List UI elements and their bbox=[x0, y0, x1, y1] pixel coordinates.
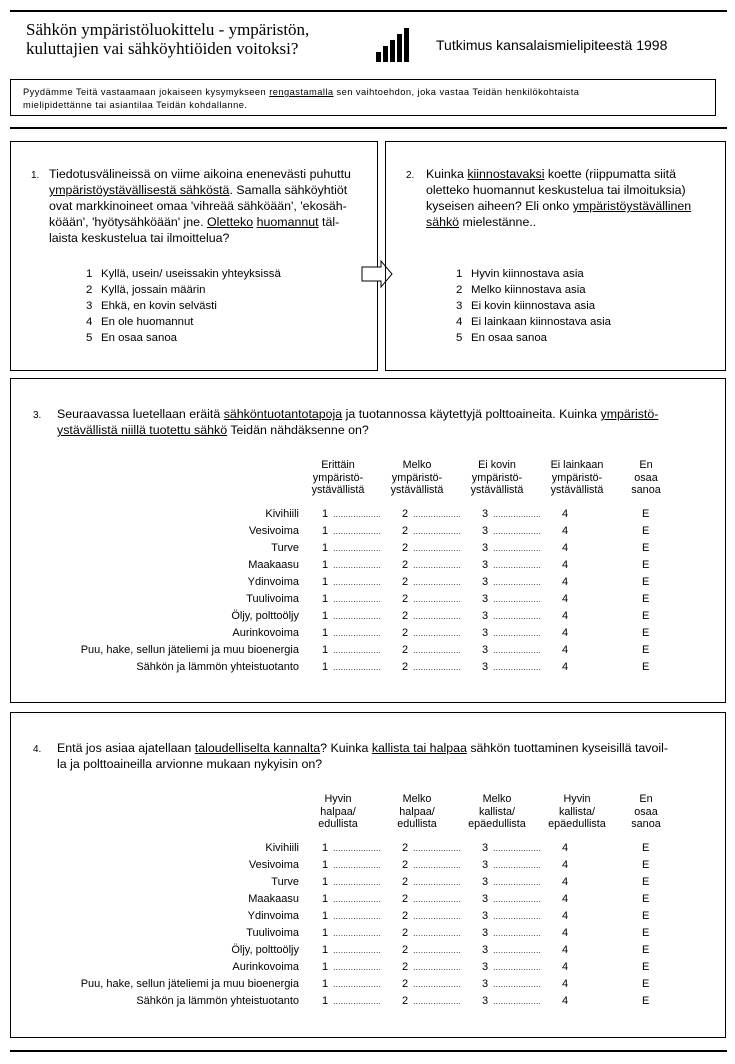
dot-leader: ................... bbox=[413, 946, 462, 955]
rating-option-dont-know[interactable]: E bbox=[642, 576, 650, 588]
question-number: 1. bbox=[31, 170, 40, 181]
dot-leader: ................... bbox=[493, 963, 542, 972]
rating-option[interactable]: 2 ................... bbox=[402, 842, 462, 854]
section-rule bbox=[10, 127, 727, 129]
instructions: Pyydämme Teitä vastaamaan jokaiseen kysymykseen rengastamalla sen vaihtoehdon, joka vastaa Teidän henkilökohtaista mielipidettänne tai asiantilaa Teidän kohdallanne. bbox=[10, 79, 716, 116]
rating-option[interactable]: 4 bbox=[562, 876, 569, 888]
dot-leader: ................... bbox=[493, 510, 542, 519]
question-3-box bbox=[10, 378, 726, 703]
question-2-text: Kuinka kiinnostavaksi koette (riippumatta siitä oletteko huomannut keskustelua tai ilmoituksia) kyseisen aiheen? Eli onko ympäristöystävällinen sähkö mielestänne.. bbox=[426, 167, 692, 229]
rating-option[interactable]: 2 ................... bbox=[402, 876, 462, 888]
rating-option[interactable]: 2 ................... bbox=[402, 644, 462, 656]
rating-option[interactable]: 1 ................... bbox=[322, 842, 382, 854]
rating-option[interactable]: 1 ................... bbox=[322, 944, 382, 956]
rating-option-dont-know[interactable]: E bbox=[642, 842, 650, 854]
energy-source-label: Öljy, polttoöljy bbox=[231, 944, 299, 956]
rating-option[interactable]: 2 ................... bbox=[402, 995, 462, 1007]
rating-option[interactable]: 3 ................... bbox=[482, 525, 542, 537]
rating-option[interactable]: 2 ................... bbox=[402, 525, 462, 537]
question-2-box bbox=[385, 141, 726, 371]
dot-leader: ................... bbox=[493, 561, 542, 570]
rating-option[interactable]: 3 ................... bbox=[482, 593, 542, 605]
dot-leader: ................... bbox=[493, 997, 542, 1006]
rating-option-dont-know[interactable]: E bbox=[642, 859, 650, 871]
energy-source-label: Kivihiili bbox=[265, 508, 299, 520]
rating-option[interactable]: 2 ................... bbox=[402, 893, 462, 905]
energy-source-label: Tuulivoima bbox=[246, 927, 299, 939]
rating-option[interactable]: 1 ................... bbox=[322, 661, 382, 673]
column-header: Melko ympäristö- ystävällistä bbox=[390, 459, 444, 496]
bottom-rule bbox=[10, 1050, 727, 1052]
rating-option[interactable]: 1 ................... bbox=[322, 927, 382, 939]
question-number: 4. bbox=[33, 744, 42, 755]
rating-option-dont-know[interactable]: E bbox=[642, 542, 650, 554]
dot-leader: ................... bbox=[493, 929, 542, 938]
rating-option-dont-know[interactable]: E bbox=[642, 961, 650, 973]
column-header: Melko halpaa/ edullista bbox=[397, 793, 437, 830]
rating-option[interactable]: 4 bbox=[562, 542, 569, 554]
dot-leader: ................... bbox=[333, 629, 382, 638]
question-2-options bbox=[456, 266, 611, 346]
dot-leader: ................... bbox=[413, 878, 462, 887]
rating-option[interactable]: 3 ................... bbox=[482, 542, 542, 554]
rating-option[interactable]: 3 ................... bbox=[482, 559, 542, 571]
dot-leader: ................... bbox=[413, 612, 462, 621]
rating-option[interactable]: 4 bbox=[562, 859, 569, 871]
dot-leader: ................... bbox=[493, 578, 542, 587]
question-number: 2. bbox=[406, 170, 415, 181]
dot-leader: ................... bbox=[333, 663, 382, 672]
question-1-text: Tiedotusvälineissä on viime aikoina enenevästi puhuttu ympäristöystävällisestä sähköstä. Samalla sähköyhtiöt ovat markkinoineet omaa 'vihreää sähköään', 'ekosäh- köään', 'hyötysähköään' jne. Oletteko huomannut täl- laista keskustelua tai ilmoittelua? bbox=[49, 167, 351, 245]
question-1-box bbox=[10, 141, 378, 371]
energy-source-label: Sähkön ja lämmön yhteistuotanto bbox=[136, 995, 299, 1007]
energy-source-label: Öljy, polttoöljy bbox=[231, 610, 299, 622]
rating-option[interactable]: 3 ................... bbox=[482, 944, 542, 956]
dot-leader: ................... bbox=[333, 929, 382, 938]
rating-option[interactable]: 1 ................... bbox=[322, 576, 382, 588]
dot-leader: ................... bbox=[413, 646, 462, 655]
energy-source-label: Turve bbox=[271, 876, 299, 888]
rating-option-dont-know[interactable]: E bbox=[642, 661, 650, 673]
rating-option[interactable]: 3 ................... bbox=[482, 978, 542, 990]
rating-option[interactable]: 2 ................... bbox=[402, 661, 462, 673]
rating-option-dont-know[interactable]: E bbox=[642, 995, 650, 1007]
rating-option-dont-know[interactable]: E bbox=[642, 627, 650, 639]
rating-option[interactable]: 3 ................... bbox=[482, 627, 542, 639]
dot-leader: ................... bbox=[413, 629, 462, 638]
dot-leader: ................... bbox=[333, 895, 382, 904]
dot-leader: ................... bbox=[413, 912, 462, 921]
rating-option[interactable]: 3 ................... bbox=[482, 644, 542, 656]
rating-option-dont-know[interactable]: E bbox=[642, 927, 650, 939]
rating-option[interactable]: 1 ................... bbox=[322, 859, 382, 871]
dot-leader: ................... bbox=[333, 912, 382, 921]
rating-option[interactable]: 2 ................... bbox=[402, 593, 462, 605]
dot-leader: ................... bbox=[493, 861, 542, 870]
rating-option-dont-know[interactable]: E bbox=[642, 893, 650, 905]
answer-option[interactable]: 3 Ehkä, en kovin selvästi bbox=[86, 300, 217, 312]
dot-leader: ................... bbox=[333, 510, 382, 519]
rating-option-dont-know[interactable]: E bbox=[642, 876, 650, 888]
answer-option[interactable]: 5 En osaa sanoa bbox=[86, 332, 177, 344]
rating-option[interactable]: 4 bbox=[562, 910, 569, 922]
dot-leader: ................... bbox=[413, 663, 462, 672]
dot-leader: ................... bbox=[493, 629, 542, 638]
survey-subtitle: Tutkimus kansalaismielipiteestä 1998 bbox=[436, 37, 668, 53]
rating-option[interactable]: 3 ................... bbox=[482, 876, 542, 888]
dot-leader: ................... bbox=[493, 980, 542, 989]
rating-option[interactable]: 2 ................... bbox=[402, 961, 462, 973]
dot-leader: ................... bbox=[493, 595, 542, 604]
rating-option-dont-know[interactable]: E bbox=[642, 525, 650, 537]
answer-option[interactable]: 4 Ei lainkaan kiinnostava asia bbox=[456, 316, 611, 328]
question-4-box bbox=[10, 712, 726, 1038]
rating-option[interactable]: 4 bbox=[562, 576, 569, 588]
answer-option[interactable]: 2 Kyllä, jossain määrin bbox=[86, 284, 206, 296]
dot-leader: ................... bbox=[413, 561, 462, 570]
dot-leader: ................... bbox=[333, 946, 382, 955]
rating-option[interactable]: 2 ................... bbox=[402, 559, 462, 571]
rating-option[interactable]: 3 ................... bbox=[482, 842, 542, 854]
dot-leader: ................... bbox=[493, 844, 542, 853]
dot-leader: ................... bbox=[493, 946, 542, 955]
rating-option[interactable]: 1 ................... bbox=[322, 893, 382, 905]
column-header: Erittäin ympäristö- ystävällistä bbox=[311, 459, 365, 496]
dot-leader: ................... bbox=[333, 578, 382, 587]
dot-leader: ................... bbox=[493, 895, 542, 904]
rating-option[interactable]: 2 ................... bbox=[402, 859, 462, 871]
dot-leader: ................... bbox=[333, 612, 382, 621]
rating-option[interactable]: 4 bbox=[562, 927, 569, 939]
answer-option[interactable]: 1 Kyllä, usein/ useissakin yhteyksissä bbox=[86, 268, 281, 280]
rating-option[interactable]: 3 ................... bbox=[482, 661, 542, 673]
dot-leader: ................... bbox=[413, 544, 462, 553]
dot-leader: ................... bbox=[413, 980, 462, 989]
column-header: Ei kovin ympäristö- ystävällistä bbox=[470, 459, 524, 496]
question-3-text: Seuraavassa luetellaan eräitä sähköntuotantotapoja ja tuotannossa käytettyjä polttoaineita. Kuinka ympäristö- ystävällistä niillä tuotettu sähkö Teidän nähdäksenne on? bbox=[57, 407, 659, 437]
dot-leader: ................... bbox=[413, 527, 462, 536]
rating-option[interactable]: 2 ................... bbox=[402, 978, 462, 990]
dot-leader: ................... bbox=[333, 878, 382, 887]
column-header: Hyvin halpaa/ edullista bbox=[318, 793, 358, 830]
rating-option[interactable]: 4 bbox=[562, 995, 569, 1007]
energy-source-label: Puu, hake, sellun jäteliemi ja muu bioenergia bbox=[80, 644, 299, 656]
dot-leader: ................... bbox=[333, 595, 382, 604]
dot-leader: ................... bbox=[333, 861, 382, 870]
rating-option[interactable]: 3 ................... bbox=[482, 859, 542, 871]
dot-leader: ................... bbox=[413, 844, 462, 853]
answer-option[interactable]: 4 En ole huomannut bbox=[86, 316, 194, 328]
rating-option[interactable]: 1 ................... bbox=[322, 961, 382, 973]
rating-option-dont-know[interactable]: E bbox=[642, 610, 650, 622]
dot-leader: ................... bbox=[493, 527, 542, 536]
rating-option[interactable]: 1 ................... bbox=[322, 559, 382, 571]
column-header: Hyvin kallista/ epäedullista bbox=[548, 793, 606, 830]
energy-source-label: Aurinkovoima bbox=[232, 961, 299, 973]
energy-source-label: Ydinvoima bbox=[247, 576, 299, 588]
dot-leader: ................... bbox=[493, 544, 542, 553]
dot-leader: ................... bbox=[333, 561, 382, 570]
answer-option[interactable]: 5 En osaa sanoa bbox=[456, 332, 547, 344]
dot-leader: ................... bbox=[413, 861, 462, 870]
rating-option[interactable]: 4 bbox=[562, 944, 569, 956]
rating-option[interactable]: 4 bbox=[562, 661, 569, 673]
energy-source-label: Turve bbox=[271, 542, 299, 554]
dot-leader: ................... bbox=[333, 527, 382, 536]
rating-option-dont-know[interactable]: E bbox=[642, 978, 650, 990]
rating-option[interactable]: 3 ................... bbox=[482, 893, 542, 905]
question-number: 3. bbox=[33, 410, 42, 421]
rating-option[interactable]: 1 ................... bbox=[322, 593, 382, 605]
answer-option[interactable]: 3 Ei kovin kiinnostava asia bbox=[456, 300, 596, 312]
rating-option[interactable]: 4 bbox=[562, 627, 569, 639]
rating-option[interactable]: 3 ................... bbox=[482, 995, 542, 1007]
dot-leader: ................... bbox=[333, 980, 382, 989]
column-header: Ei lainkaan ympäristö- ystävällistä bbox=[550, 459, 604, 496]
rating-option[interactable]: 3 ................... bbox=[482, 576, 542, 588]
rating-option-dont-know[interactable]: E bbox=[642, 593, 650, 605]
dot-leader: ................... bbox=[413, 895, 462, 904]
rating-option[interactable]: 4 bbox=[562, 525, 569, 537]
dot-leader: ................... bbox=[493, 612, 542, 621]
energy-source-label: Vesivoima bbox=[248, 859, 299, 871]
rating-option-dont-know[interactable]: E bbox=[642, 910, 650, 922]
dot-leader: ................... bbox=[333, 646, 382, 655]
page-title: Sähkön ympäristöluokittelu - ympäristön, kuluttajien vai sähköyhtiöiden voitoksi? bbox=[26, 20, 310, 58]
rating-option[interactable]: 4 bbox=[562, 978, 569, 990]
bar-chart-logo-icon bbox=[376, 28, 410, 62]
rating-option[interactable]: 1 ................... bbox=[322, 995, 382, 1007]
energy-source-label: Aurinkovoima bbox=[232, 627, 299, 639]
rating-option[interactable]: 4 bbox=[562, 559, 569, 571]
rating-option[interactable]: 2 ................... bbox=[402, 576, 462, 588]
dot-leader: ................... bbox=[493, 663, 542, 672]
answer-option[interactable]: 2 Melko kiinnostava asia bbox=[456, 284, 586, 296]
rating-option[interactable]: 1 ................... bbox=[322, 910, 382, 922]
rating-option[interactable]: 4 bbox=[562, 593, 569, 605]
dot-leader: ................... bbox=[413, 929, 462, 938]
rating-option-dont-know[interactable]: E bbox=[642, 944, 650, 956]
question-1-options bbox=[86, 266, 281, 346]
rating-option[interactable]: 3 ................... bbox=[482, 508, 542, 520]
dot-leader: ................... bbox=[493, 646, 542, 655]
rating-option[interactable]: 2 ................... bbox=[402, 610, 462, 622]
rating-option[interactable]: 2 ................... bbox=[402, 627, 462, 639]
rating-option[interactable]: 1 ................... bbox=[322, 525, 382, 537]
rating-option-dont-know[interactable]: E bbox=[642, 559, 650, 571]
rating-option-dont-know[interactable]: E bbox=[642, 508, 650, 520]
rating-option[interactable]: 2 ................... bbox=[402, 944, 462, 956]
rating-option[interactable]: 2 ................... bbox=[402, 910, 462, 922]
energy-source-label: Vesivoima bbox=[248, 525, 299, 537]
rating-option[interactable]: 3 ................... bbox=[482, 961, 542, 973]
rating-option[interactable]: 1 ................... bbox=[322, 508, 382, 520]
dot-leader: ................... bbox=[413, 578, 462, 587]
dot-leader: ................... bbox=[333, 544, 382, 553]
rating-option[interactable]: 4 bbox=[562, 508, 569, 520]
dot-leader: ................... bbox=[333, 844, 382, 853]
rating-option[interactable]: 4 bbox=[562, 644, 569, 656]
dot-leader: ................... bbox=[333, 997, 382, 1006]
rating-option[interactable]: 1 ................... bbox=[322, 627, 382, 639]
energy-source-label: Kivihiili bbox=[265, 842, 299, 854]
column-header: En osaa sanoa bbox=[631, 793, 661, 830]
energy-source-label: Maakaasu bbox=[248, 893, 299, 905]
dot-leader: ................... bbox=[413, 997, 462, 1006]
rating-option[interactable]: 1 ................... bbox=[322, 978, 382, 990]
column-header: Melko kallista/ epäedullista bbox=[468, 793, 526, 830]
rating-option[interactable]: 4 bbox=[562, 893, 569, 905]
question-4-text: Entä jos asiaa ajatellaan taloudelliselta kannalta? Kuinka kallista tai halpaa sähkön tuottaminen kyseisillä tavoil- la ja polttoaineilla arvionne mukaan nykyisin on? bbox=[57, 741, 668, 771]
rating-option[interactable]: 4 bbox=[562, 842, 569, 854]
dot-leader: ................... bbox=[493, 878, 542, 887]
rating-option[interactable]: 4 bbox=[562, 961, 569, 973]
energy-source-label: Sähkön ja lämmön yhteistuotanto bbox=[136, 661, 299, 673]
rating-option[interactable]: 3 ................... bbox=[482, 610, 542, 622]
top-rule bbox=[10, 10, 727, 12]
energy-source-label: Ydinvoima bbox=[247, 910, 299, 922]
rating-option[interactable]: 2 ................... bbox=[402, 508, 462, 520]
rating-option-dont-know[interactable]: E bbox=[642, 644, 650, 656]
energy-source-label: Puu, hake, sellun jäteliemi ja muu bioenergia bbox=[80, 978, 299, 990]
rating-option[interactable]: 1 ................... bbox=[322, 644, 382, 656]
rating-option[interactable]: 4 bbox=[562, 610, 569, 622]
energy-source-label: Tuulivoima bbox=[246, 593, 299, 605]
rating-option[interactable]: 1 ................... bbox=[322, 876, 382, 888]
dot-leader: ................... bbox=[413, 963, 462, 972]
dot-leader: ................... bbox=[413, 510, 462, 519]
column-header: En osaa sanoa bbox=[631, 459, 661, 496]
rating-option[interactable]: 3 ................... bbox=[482, 927, 542, 939]
energy-source-label: Maakaasu bbox=[248, 559, 299, 571]
rating-option[interactable]: 2 ................... bbox=[402, 927, 462, 939]
rating-option[interactable]: 3 ................... bbox=[482, 910, 542, 922]
rating-option[interactable]: 2 ................... bbox=[402, 542, 462, 554]
dot-leader: ................... bbox=[493, 912, 542, 921]
answer-option[interactable]: 1 Hyvin kiinnostava asia bbox=[456, 268, 584, 280]
dot-leader: ................... bbox=[413, 595, 462, 604]
rating-option[interactable]: 1 ................... bbox=[322, 610, 382, 622]
rating-option[interactable]: 1 ................... bbox=[322, 542, 382, 554]
dot-leader: ................... bbox=[333, 963, 382, 972]
